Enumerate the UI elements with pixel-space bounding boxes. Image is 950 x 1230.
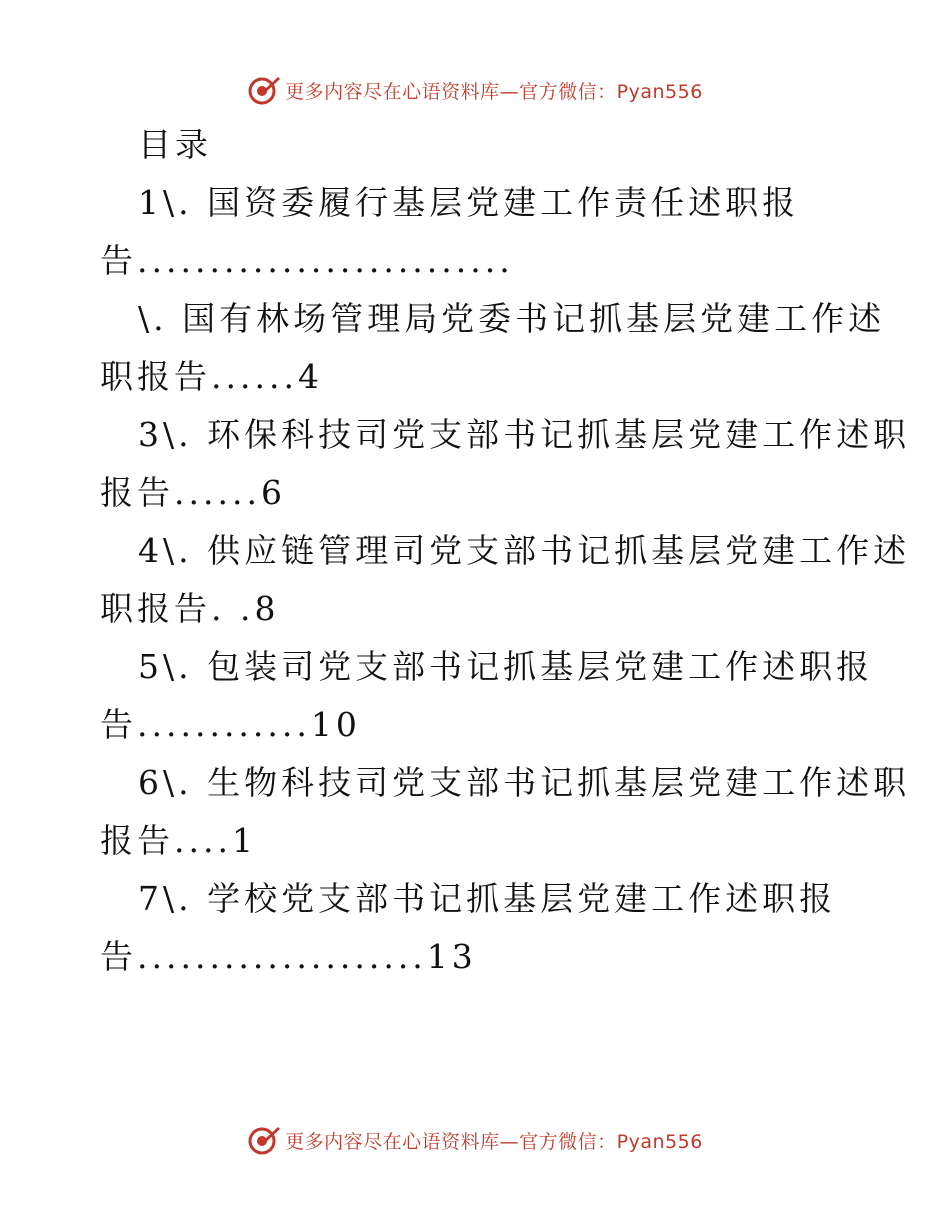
- toc-entry: [100, 174, 860, 290]
- toc-entry: [100, 522, 911, 638]
- toc-entry-line: 告....................13: [100, 937, 477, 976]
- pen-logo-icon: [247, 73, 281, 107]
- toc-entry-line: 3\. 环保科技司党支部书记抓基层党建工作述职: [138, 415, 911, 454]
- toc-entry-line: 5\. 包装司党支部书记抓基层党建工作述职报: [138, 647, 874, 686]
- toc-entry-line: 1\. 国资委履行基层党建工作责任述职报: [138, 183, 800, 222]
- toc-entry-line: 职报告. .8: [100, 589, 280, 628]
- pen-logo-icon: [247, 1123, 281, 1157]
- toc-entry: [100, 290, 886, 406]
- toc-entry: [100, 754, 911, 870]
- toc-entry-line: 报告....1: [100, 821, 257, 860]
- toc-entry-line: 6\. 生物科技司党支部书记抓基层党建工作述职: [138, 763, 911, 802]
- toc-entry: [100, 870, 860, 986]
- toc-title: 目录: [138, 125, 212, 164]
- banner-text: 更多内容尽在心语资料库—官方微信：Pyan556: [285, 80, 703, 103]
- table-of-contents: [100, 116, 911, 986]
- toc-entry-line: 职报告......4: [100, 357, 323, 396]
- toc-entry-line: 报告......6: [100, 473, 286, 512]
- toc-entry-line: 告..........................: [100, 241, 514, 280]
- banner-text: 更多内容尽在心语资料库—官方微信：Pyan556: [285, 1130, 703, 1153]
- toc-entry-line: 告............10: [100, 705, 361, 744]
- toc-entry-line: 7\. 学校党支部书记抓基层党建工作述职报: [138, 879, 837, 918]
- header-banner: [0, 70, 950, 110]
- toc-entry: [100, 638, 874, 754]
- toc-entry-line: 4\. 供应链管理司党支部书记抓基层党建工作述: [138, 531, 911, 570]
- footer-banner: [0, 1120, 950, 1160]
- toc-entry-line: \. 国有林场管理局党委书记抓基层党建工作述: [138, 299, 886, 338]
- toc-entry: [100, 406, 911, 522]
